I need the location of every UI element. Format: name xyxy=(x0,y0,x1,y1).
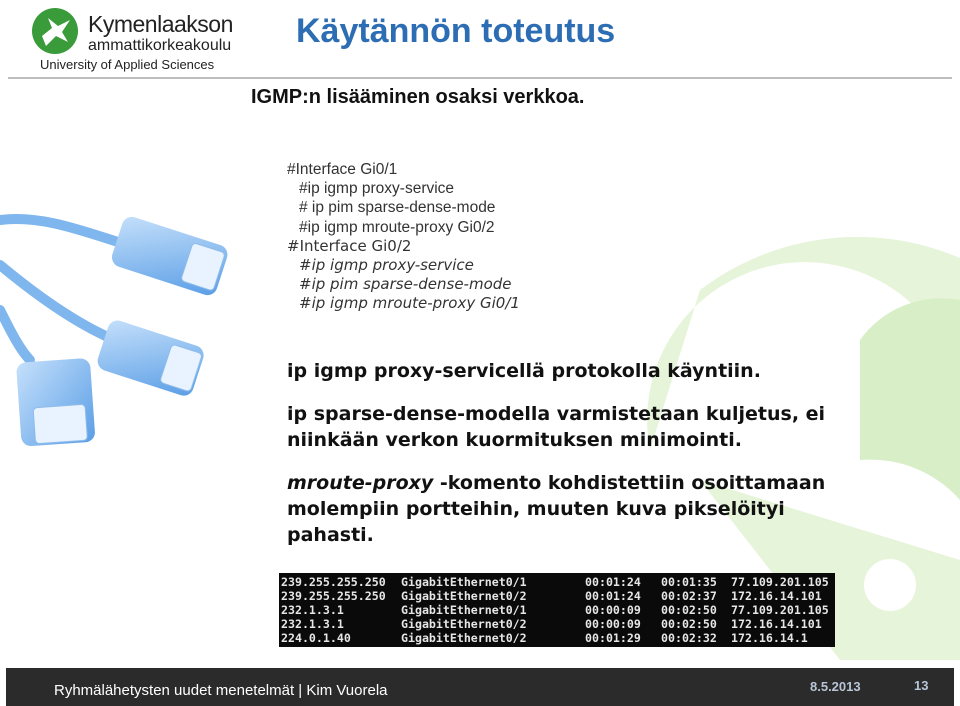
last-reporter: 77.109.201.105 xyxy=(731,603,829,617)
uptime: 00:01:24 xyxy=(585,575,641,589)
logo-name: Kymenlaakson xyxy=(88,11,233,37)
paragraph-line: -komento kohdistettiin osoittamaan xyxy=(433,472,826,494)
paragraph-line: molempiin portteihin, muuten kuva pikselöityi xyxy=(287,498,785,520)
expires: 00:02:50 xyxy=(661,603,717,617)
last-reporter: 77.109.201.105 xyxy=(731,575,829,589)
paragraph-mroute-proxy xyxy=(287,470,927,548)
slide-subtitle: IGMP:n lisääminen osaksi verkkoa. xyxy=(251,86,585,108)
code-line: #Interface Gi0/1 xyxy=(287,161,398,178)
school-logo xyxy=(28,6,233,76)
uptime: 00:01:24 xyxy=(585,589,641,603)
last-reporter: 172.16.14.1 xyxy=(731,631,808,645)
terminal-output xyxy=(279,573,835,647)
code-line: #Interface Gi0/2 xyxy=(287,236,412,255)
interface: GigabitEthernet0/2 xyxy=(401,589,527,603)
slide-title: Käytännön toteutus xyxy=(296,12,616,50)
group-address: 239.255.255.250 xyxy=(281,589,386,603)
code-line: # ip pim sparse-dense-mode xyxy=(299,199,496,217)
group-address: 232.1.3.1 xyxy=(281,617,344,631)
group-address: 224.0.1.40 xyxy=(281,631,351,645)
paragraph-line: ip sparse-dense-modella varmistetaan kuljetus, ei xyxy=(287,403,826,425)
paragraph-sparse-dense xyxy=(287,401,927,453)
code-line: #ip pim sparse-dense-mode xyxy=(299,275,512,294)
kyamk-logo-icon xyxy=(30,6,80,56)
paragraph-proxy-service xyxy=(287,358,927,384)
group-address: 232.1.3.1 xyxy=(281,603,344,617)
uptime: 00:01:29 xyxy=(585,631,641,645)
footer-title: Ryhmälähetysten uudet menetelmät | Kim Vuorela xyxy=(54,682,388,699)
network-cables-image xyxy=(0,180,240,480)
interface: GigabitEthernet0/2 xyxy=(401,617,527,631)
config-code-block xyxy=(287,160,520,314)
paragraph-line: niinkään verkon kuormituksen minimointi. xyxy=(287,429,742,451)
expires: 00:02:32 xyxy=(661,631,717,645)
interface: GigabitEthernet0/1 xyxy=(401,575,527,589)
uptime: 00:00:09 xyxy=(585,617,641,631)
slide-footer xyxy=(6,668,954,706)
code-line: #ip igmp proxy-service xyxy=(299,256,474,275)
logo-university: University of Applied Sciences xyxy=(40,57,215,72)
paragraph-text: ip igmp proxy-servicellä protokolla käyntiin. xyxy=(287,360,761,382)
interface: GigabitEthernet0/2 xyxy=(401,631,527,645)
title-divider xyxy=(8,77,952,79)
command-emphasis: mroute-proxy xyxy=(287,472,434,494)
expires: 00:02:37 xyxy=(661,589,717,603)
code-line: #ip igmp mroute-proxy Gi0/2 xyxy=(299,218,495,236)
footer-date: 8.5.2013 xyxy=(810,679,861,694)
expires: 00:02:50 xyxy=(661,617,717,631)
page-number: 13 xyxy=(914,678,929,693)
code-line: #ip igmp mroute-proxy Gi0/1 xyxy=(299,294,520,313)
last-reporter: 172.16.14.101 xyxy=(731,617,822,631)
uptime: 00:00:09 xyxy=(585,603,641,617)
last-reporter: 172.16.14.101 xyxy=(731,589,822,603)
code-line: #ip igmp proxy-service xyxy=(299,180,455,198)
expires: 00:01:35 xyxy=(661,575,717,589)
group-address: 239.255.255.250 xyxy=(281,575,386,589)
paragraph-line: pahasti. xyxy=(287,524,374,546)
logo-subname: ammattikorkeakoulu xyxy=(88,37,232,54)
interface: GigabitEthernet0/1 xyxy=(401,603,527,617)
